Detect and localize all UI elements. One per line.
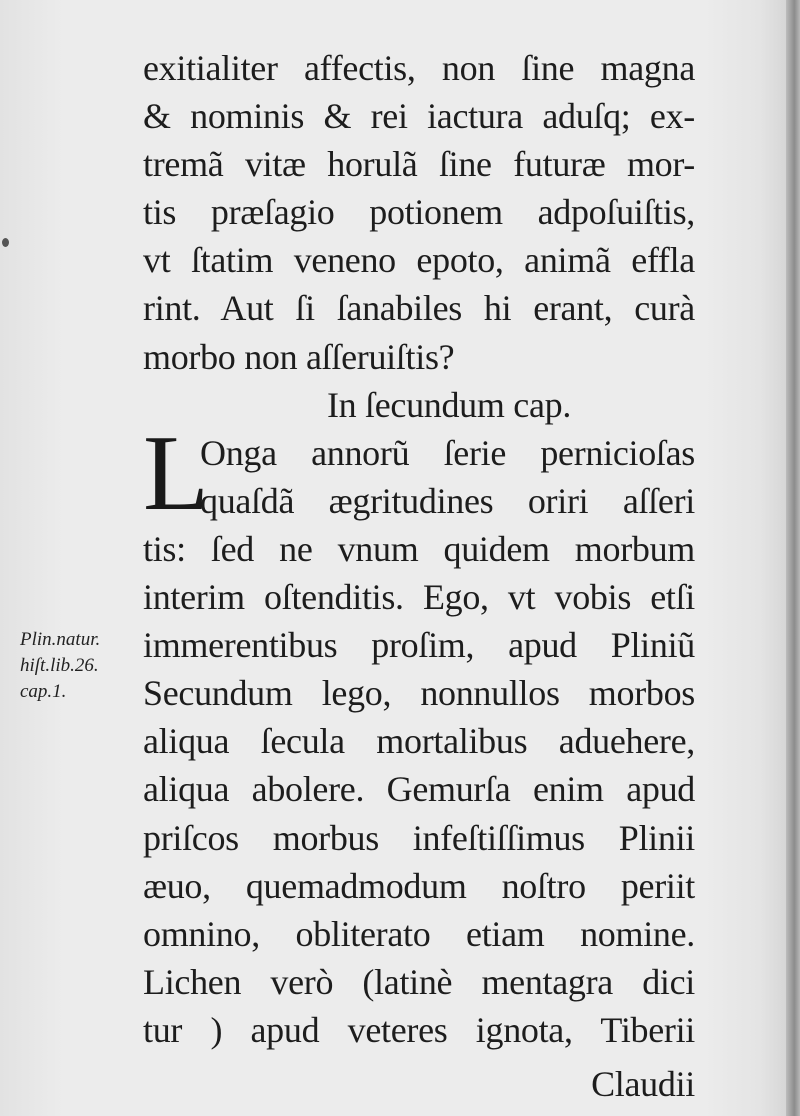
text-line: exitialiter affectis, non ſine magna: [143, 48, 695, 88]
page-gutter-shadow: [786, 0, 800, 1116]
margin-note-line: cap.1.: [20, 681, 67, 702]
margin-note: [20, 627, 142, 705]
text-line: omnino, obliterato etiam nomine.: [143, 914, 695, 954]
text-line: vt ſtatim veneno epoto, animã effla: [143, 240, 695, 280]
text-line: aliqua ſecula mortalibus aduehere,: [143, 721, 695, 761]
text-line: quaſdã ægritudines oriri aſſeri: [200, 481, 695, 521]
text-line: priſcos morbus infeſtiſſimus Plinii: [143, 818, 695, 858]
section-heading: In ſecundum cap.: [326, 385, 572, 425]
text-line: tremã vitæ horulã ſine futuræ mor-: [143, 144, 695, 184]
text-line: æuo, quemadmodum noſtro periit: [143, 866, 695, 906]
text-line: immerentibus proſim, apud Pliniũ: [143, 625, 695, 665]
text-line: Lichen verò (latinè mentagra dici: [143, 962, 695, 1002]
text-line: Onga annorũ ſerie pernicioſas: [200, 433, 695, 473]
margin-dot: [2, 238, 9, 247]
text-line: morbo non aſſeruiſtis?: [143, 337, 455, 377]
text-line: tis: ſed ne vnum quidem morbum: [143, 529, 695, 569]
margin-note-line: hiſt.lib.26.: [20, 655, 99, 676]
text-line: aliqua abolere. Gemurſa enim apud: [143, 769, 695, 809]
text-line: rint. Aut ſi ſanabiles hi erant, curà: [143, 288, 695, 328]
text-line: tis præſagio potionem adpoſuiſtis,: [143, 192, 695, 232]
catchword: Claudii: [591, 1064, 695, 1104]
drop-capital: L: [143, 414, 209, 533]
text-line: interim oſtenditis. Ego, vt vobis etſi: [143, 577, 695, 617]
margin-note-line: Plin.natur.: [20, 629, 101, 650]
text-line: tur ) apud veteres ignota, Tiberii: [143, 1010, 695, 1050]
text-line: & nominis & rei iactura aduſq; ex-: [143, 96, 695, 136]
text-line: Secundum lego, nonnullos morbos: [143, 673, 695, 713]
